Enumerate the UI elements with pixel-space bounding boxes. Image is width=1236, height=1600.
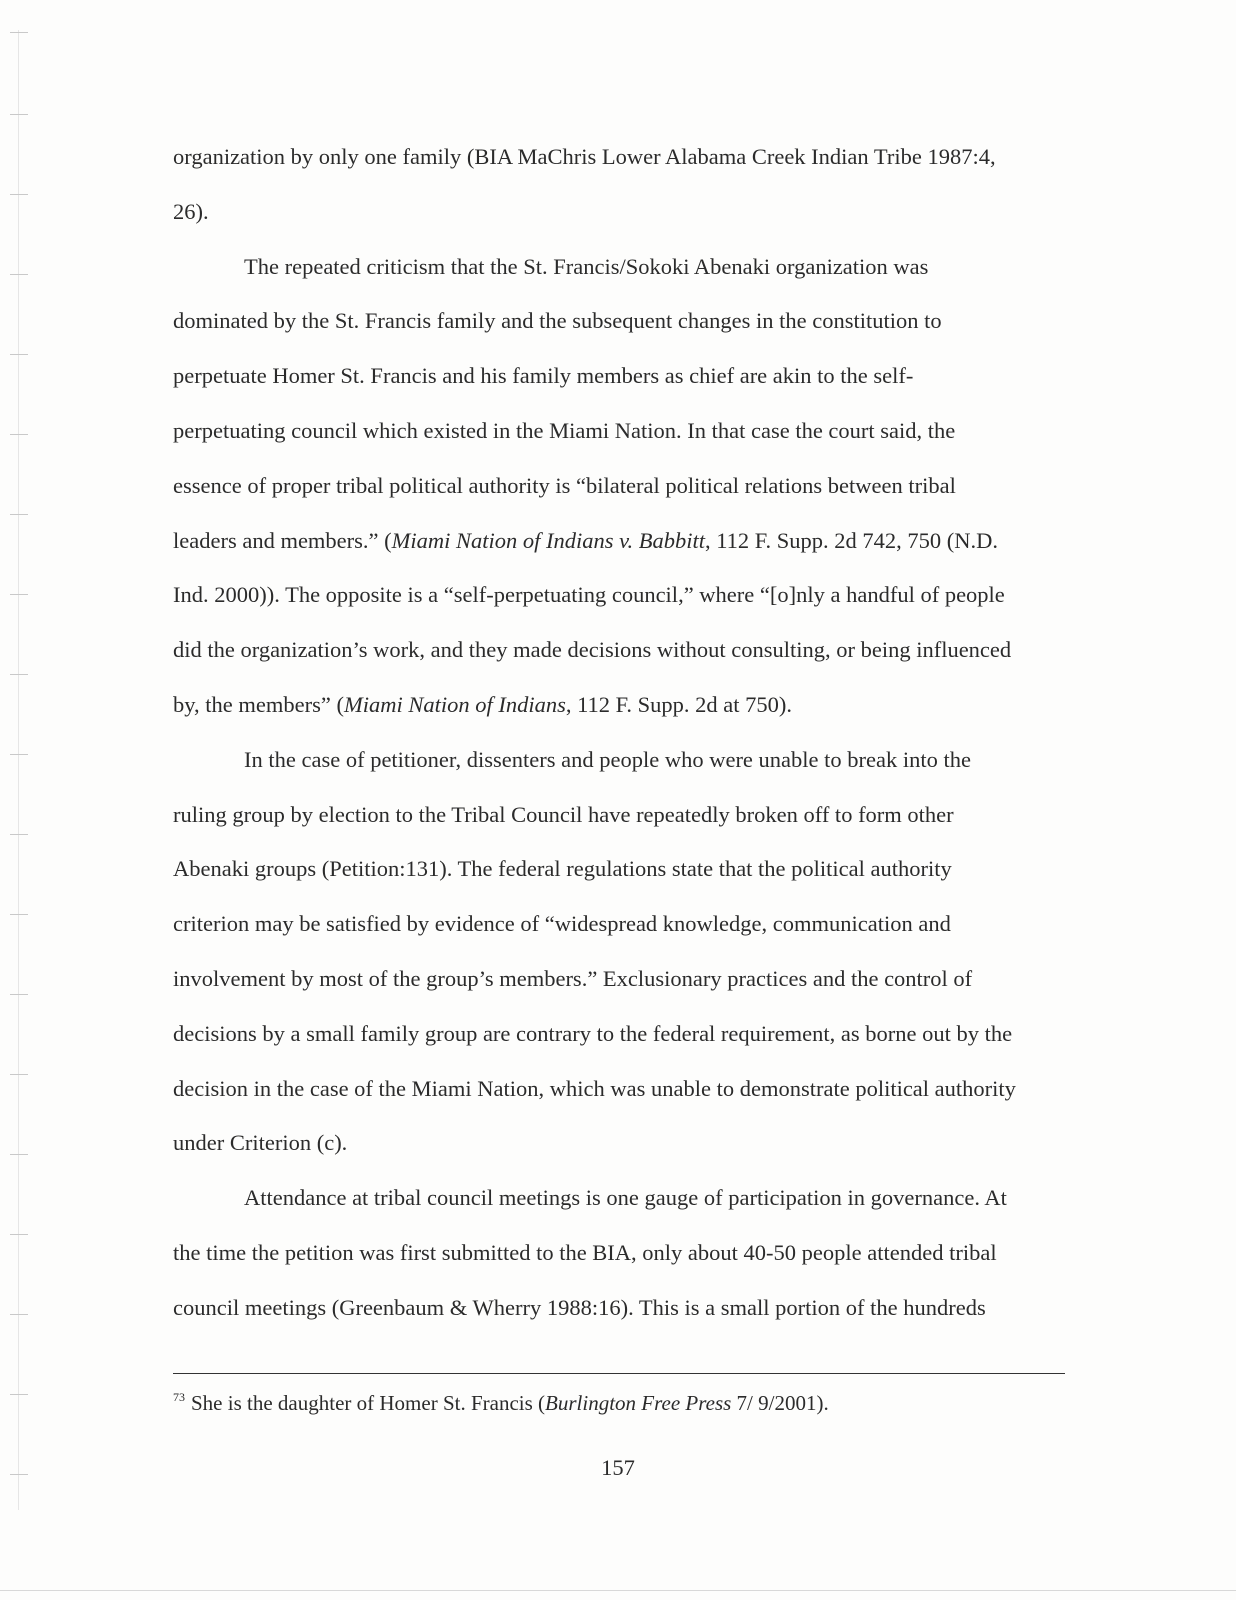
footnote-divider (173, 1373, 1065, 1374)
text-line: under Criterion (c). (173, 1130, 348, 1156)
scan-bottom-edge (0, 1590, 1236, 1591)
text-line: decision in the case of the Miami Nation, which was unable to demonstrate political authority (173, 1075, 1016, 1101)
case-citation: Miami Nation of Indians v. Babbitt (391, 527, 705, 553)
footnote-number: 73 (173, 1390, 185, 1404)
text-line: perpetuate Homer St. Francis and his family members as chief are akin to the self- (173, 363, 914, 389)
text-line: ruling group by election to the Tribal Council have repeatedly broken off to form other (173, 801, 954, 827)
footnote-source-title: Burlington Free Press (545, 1391, 732, 1415)
text-line: involvement by most of the group’s members.” Exclusionary practices and the control of (173, 965, 973, 991)
footnote-text: She is the daughter of Homer St. Francis ( (191, 1391, 546, 1415)
footnote (173, 1382, 1065, 1418)
text-line: 26). (173, 198, 209, 224)
text-run: leaders and members.” ( (173, 527, 392, 553)
text-line: decisions by a small family group are contrary to the federal requirement, as borne out by the (173, 1020, 1013, 1046)
text-line: criterion may be satisfied by evidence of “widespread knowledge, communication and (173, 911, 951, 937)
text-line: perpetuating council which existed in the Miami Nation. In that case the court said, the (173, 417, 956, 443)
text-line: Abenaki groups (Petition:131). The federal regulations state that the political authority (173, 856, 952, 882)
text-line: essence of proper tribal political authority is “bilateral political relations between tribal (173, 472, 956, 498)
body-text (173, 130, 1073, 1336)
text-run: , 112 F. Supp. 2d 742, 750 (N.D. (704, 527, 998, 553)
text-line: dominated by the St. Francis family and the subsequent changes in the constitution to (173, 308, 942, 334)
paragraph-first-line: The repeated criticism that the St. Francis/Sokoki Abenaki organization was (244, 253, 929, 279)
text-line: council meetings (Greenbaum & Wherry 1988:16). This is a small portion of the hundreds (173, 1294, 986, 1320)
text-line (173, 514, 1073, 569)
footnote-text: 7/ 9/2001). (731, 1391, 829, 1415)
text-line: organization by only one family (BIA MaChris Lower Alabama Creek Indian Tribe 1987:4, (173, 144, 996, 169)
case-citation: Miami Nation of Indians (343, 691, 566, 717)
text-run: , 112 F. Supp. 2d at 750). (565, 691, 792, 717)
text-line: the time the petition was first submitted to the BIA, only about 40-50 people attended tribal (173, 1239, 997, 1265)
paragraph-first-line: In the case of petitioner, dissenters and people who were unable to break into the (244, 746, 971, 772)
text-line (173, 678, 1073, 733)
text-line: Ind. 2000)). The opposite is a “self-perpetuating council,” where “[o]nly a handful of people (173, 582, 1005, 608)
text-line: did the organization’s work, and they made decisions without consulting, or being influenced (173, 637, 1012, 663)
page-number: 157 (601, 1455, 635, 1480)
paragraph-first-line: Attendance at tribal council meetings is one gauge of participation in governance. At (244, 1185, 1007, 1211)
text-run: by, the members” ( (173, 691, 344, 717)
scan-edge-marks (10, 30, 34, 1510)
